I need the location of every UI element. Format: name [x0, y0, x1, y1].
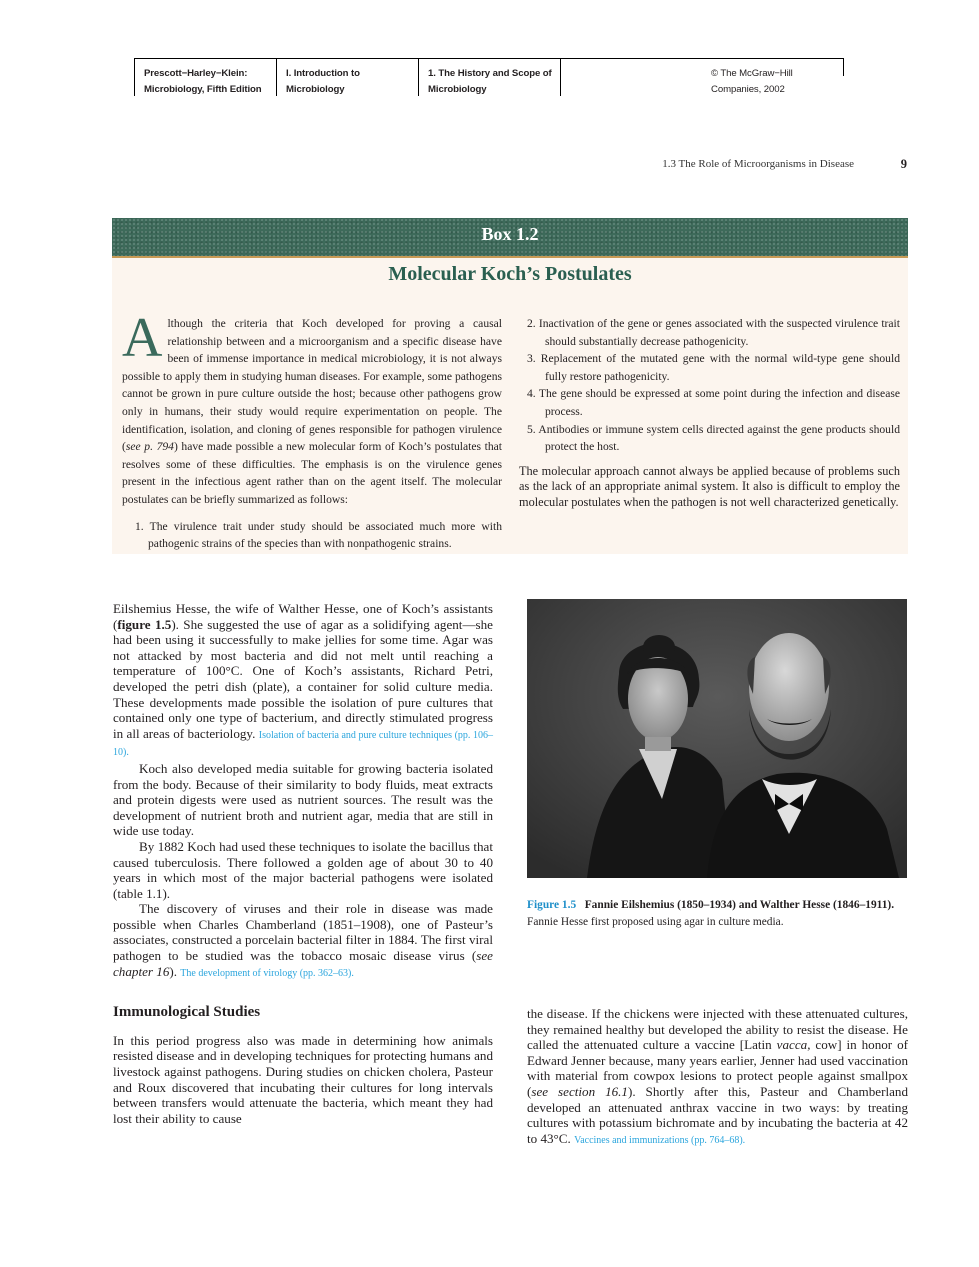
postulate-item-2: 2. Inactivation of the gene or genes associated with the suspected virulence trait should substantially decrease pathogenicity.: [527, 317, 900, 348]
figure-photo: [527, 599, 907, 878]
page-number: 9: [900, 157, 907, 171]
section-ref: see section 16.1: [531, 1083, 628, 1099]
box-closing: The molecular approach cannot always be applied because of problems such as the lack of an appropriate animal system. It also is difficult to employ the molecular postulates when the pathogen is not well characterized genetically.: [519, 463, 900, 509]
header-part-line2: Microbiology: [286, 84, 345, 95]
box-intro-ref: see p. 794: [125, 440, 174, 454]
box-column-left: [122, 307, 502, 553]
section-heading: Immunological Studies: [113, 1004, 261, 1021]
paragraph-viruses-text-b: ).: [169, 963, 178, 979]
portrait-illustration: [527, 599, 907, 878]
box-intro-text: lthough the criteria that Koch developed for proving a causal relationship between and a microorganism and a specific disease have been of immense importance in medical microbiology, it is not always possible to apply them in studying human diseases. For example, some pathogens cannot be grown in pure culture outside the host; because other pathogens grow only in humans, their study would require experimentation on people. The identification, isolation, and cloning of genes responsible for pathogen virulence (: [122, 317, 502, 454]
header-part-line1: I. Introduction to: [286, 68, 360, 79]
paragraph-viruses: [113, 901, 493, 981]
header-copyright-line2: Companies, 2002: [711, 84, 785, 95]
header-publisher-line2: Microbiology, Fifth Edition: [144, 84, 262, 95]
latin-term: vacca,: [776, 1037, 811, 1053]
paragraph-agar-text-a: Eilshemius Hesse, the wife of Walther Hesse, one of Koch’s assistants (: [113, 601, 493, 632]
paragraph-media: Koch also developed media suitable for growing bacteria isolated from the body. Because of their similarity to body fluids, meat extracts and protein digests were used as nutrient sources. The result was the development of nutrient broth and nutrient agar, media that are still in wide use today.: [113, 760, 493, 839]
figure-title: Fannie Eilshemius (1850–1934) and Walther Hesse (1846–1911).: [584, 899, 895, 911]
body-column-right: [527, 1006, 908, 1148]
paragraph-vaccine: [527, 1006, 908, 1148]
chapter-ref: see chapter 16: [113, 948, 493, 979]
box-intro-end: ) have made possible a new molecular form of Koch’s postulates that resolves some of these difficulties. The emphasis is on the virulence genes present in the infectious agent rather than on the agent itself. The molecular postulates can be briefly summarized as follows:: [122, 440, 502, 506]
paragraph-vaccine-text-a: the disease. If the chickens were injected with these attenuated cultures, they remained healthy but developed the ability to resist the disease. He called the attenuated culture a vaccine [Latin: [527, 1006, 908, 1053]
figure-text: Fannie Hesse first proposed using agar in culture media.: [527, 915, 784, 928]
box-column-right: [519, 315, 900, 511]
paragraph-viruses-text-a: The discovery of viruses and their role in disease was made possible when Charles Chamberland (1851–1908), one of Pasteur’s associates, constructed a porcelain bacterial filter in 1884. The first viral pathogen to be studied was the tobacco mosaic disease virus (: [113, 901, 493, 964]
figure-label: Figure 1.5: [527, 899, 577, 911]
box-title: Molecular Koch’s Postulates: [388, 263, 632, 285]
sidebar-box: [112, 218, 908, 554]
box-intro: [122, 307, 502, 509]
header-divider: [843, 58, 844, 76]
header-cell-publisher: [134, 58, 276, 96]
box-label-band: [112, 218, 908, 258]
xref-virology[interactable]: The development of virology (pp. 362–63).: [180, 967, 354, 979]
xref-pure-culture[interactable]: Isolation of bacteria and pure culture techniques (pp. 106–10).: [113, 729, 494, 759]
paragraph-agar-text-b: ). She suggested the use of agar as a solidifying agent—she had been using it successfully to make jellies for some time. Agar was not attacked by most bacteria and did not melt until reaching a temperature of 100°C. One of Koch’s assistants, Richard Petri, developed the petri dish (plate), a container for solid culture media. These developments made possible the isolation of pure cultures that contained only one type of bacterium, and directly stimulated progress in all areas of bacteriology.: [113, 616, 493, 741]
header-cell-chapter: [418, 58, 560, 96]
dropcap: A: [122, 307, 163, 369]
figure-caption: [527, 897, 912, 930]
postulate-item-5: 5. Antibodies or immune system cells directed against the gene products should protect the host.: [527, 422, 900, 454]
postulate-item-3: 3. Replacement of the mutated gene with the normal wild-type gene should fully restore pathogenicity.: [527, 352, 900, 383]
postulate-item-4: 4. The gene should be expressed at some point during the infection and disease process.: [527, 387, 900, 418]
header-cell-copyright: [560, 58, 843, 96]
header-chapter-line1: 1. The History and Scope of: [428, 68, 552, 79]
paragraph-tuberculosis: By 1882 Koch had used these techniques to isolate the bacillus that caused tuberculosis. There followed a golden age of about 30 to 40 years in which most of the major bacterial pathogens were isolated (table 1.1).: [113, 838, 493, 901]
box-label: Box 1.2: [481, 224, 539, 244]
xref-vaccines[interactable]: Vaccines and immunizations (pp. 764–68).: [574, 1134, 746, 1146]
paragraph-vaccine-text-b: cow] in honor of Edward Jenner because, many years earlier, Jenner had used vaccination with material from cowpox lesions to protect people against smallpox (: [527, 1037, 908, 1099]
paragraph-vaccine-text-c: ). Shortly after this, Pasteur and Chamberland developed an attenuated anthrax vaccine in two ways: by treating cultures with potassium bichromate and by incubating the bacteria at 42 to 43°C.: [527, 1083, 908, 1146]
header-cell-part: [276, 58, 418, 96]
running-head: 1.3 The Role of Microorganisms in Disease: [662, 158, 854, 170]
header-copyright-line1: © The McGraw−Hill: [711, 68, 793, 79]
header-chapter-line2: Microbiology: [428, 84, 487, 95]
header-publisher-line1: Prescott−Harley−Klein:: [144, 68, 248, 79]
postulate-item-1: 1. The virulence trait under study should be associated much more with pathogenic strains of the species than with nonpathogenic strains.: [135, 519, 502, 551]
paragraph-immunology: In this period progress also was made in determining how animals resisted disease and in developing techniques for protecting humans and livestock against pathogens. During studies on chicken cholera, Pasteur and Roux discovered that incubating their cultures for long intervals between transfers would attenuate the bacteria, which meant they had lost their ability to cause: [113, 1032, 493, 1126]
paragraph-agar: [113, 601, 493, 761]
figure-ref: figure 1.5: [117, 616, 172, 632]
body-column-left: [113, 601, 493, 1126]
